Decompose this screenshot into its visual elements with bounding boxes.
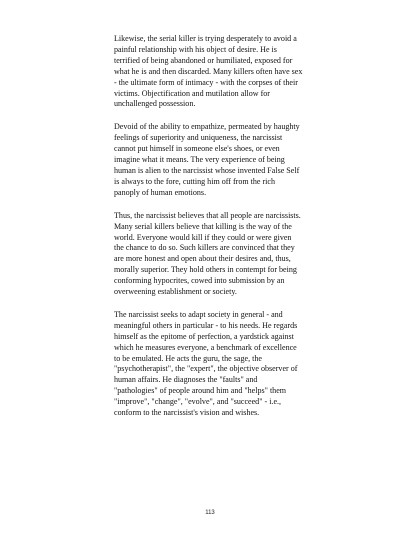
text-line: painful relationship with his object of desire. He is [114, 44, 277, 54]
paragraph-1 [114, 34, 328, 110]
text-line: - the ultimate form of intimacy - with the corpses of their [114, 77, 298, 87]
text-line: world. Everyone would kill if they could or were given [114, 232, 292, 242]
text-line: terrified of being abandoned or humiliated, exposed for [114, 55, 293, 65]
text-line: are more honest and open about their desires and, thus, [114, 254, 291, 264]
text-line: to be emulated. He acts the guru, the sage, the [114, 353, 262, 363]
text-line: "psychotherapist", the "expert", the objective observer of [114, 364, 298, 374]
text-line: The narcissist seeks to adapt society in general - and [114, 309, 283, 319]
text-line: Likewise, the serial killer is trying desperately to avoid a [114, 34, 297, 43]
paragraph-2 [114, 122, 328, 198]
text-line: what he is and then discarded. Many killers often have sex [114, 66, 303, 76]
text-line: victims. Objectification and mutilation allow for [114, 88, 270, 98]
text-line: cannot put himself in someone else's shoes, or even [114, 144, 280, 154]
text-line: conform to the narcissist's vision and wishes. [114, 408, 260, 418]
text-line: himself as the epitome of perfection, a yardstick against [114, 331, 294, 341]
text-line: imagine what it means. The very experience of being [114, 155, 285, 165]
text-line: which he measures everyone, a benchmark of excellence [114, 342, 297, 352]
text-line: morally superior. They hold others in contempt for being [114, 265, 297, 275]
text-line: unchallenged possession. [114, 99, 196, 109]
text-line: the chance to do so. Such killers are convinced that they [114, 243, 295, 253]
text-line: Devoid of the ability to empathize, permeated by haughty [114, 122, 300, 132]
text-line: Many serial killers believe that killing is the way of the [114, 221, 292, 231]
text-line: Thus, the narcissist believes that all people are narcissists. [114, 210, 301, 220]
text-line: feelings of superiority and uniqueness, the narcissist [114, 133, 283, 143]
paragraph-3 [114, 211, 328, 298]
text-line: "improve", "change", "evolve", and "succeed" - i.e., [114, 397, 282, 407]
body-text [114, 34, 328, 431]
text-line: is always to the fore, cutting him off from the rich [114, 176, 275, 186]
text-line: overweening establishment or society. [114, 287, 237, 297]
paragraph-4 [114, 310, 328, 419]
text-line: human affairs. He diagnoses the "faults" and [114, 375, 258, 385]
page-number: 113 [205, 510, 215, 516]
text-line: panoply of human emotions. [114, 187, 207, 197]
text-line: human is alien to the narcissist whose invented False Self [114, 165, 300, 175]
text-line: "pathologies" of people around him and "helps" them [114, 386, 287, 396]
text-line: conforming hypocrites, cowed into submission by an [114, 276, 285, 286]
text-line: meaningful others in particular - to his needs. He regards [114, 320, 298, 330]
